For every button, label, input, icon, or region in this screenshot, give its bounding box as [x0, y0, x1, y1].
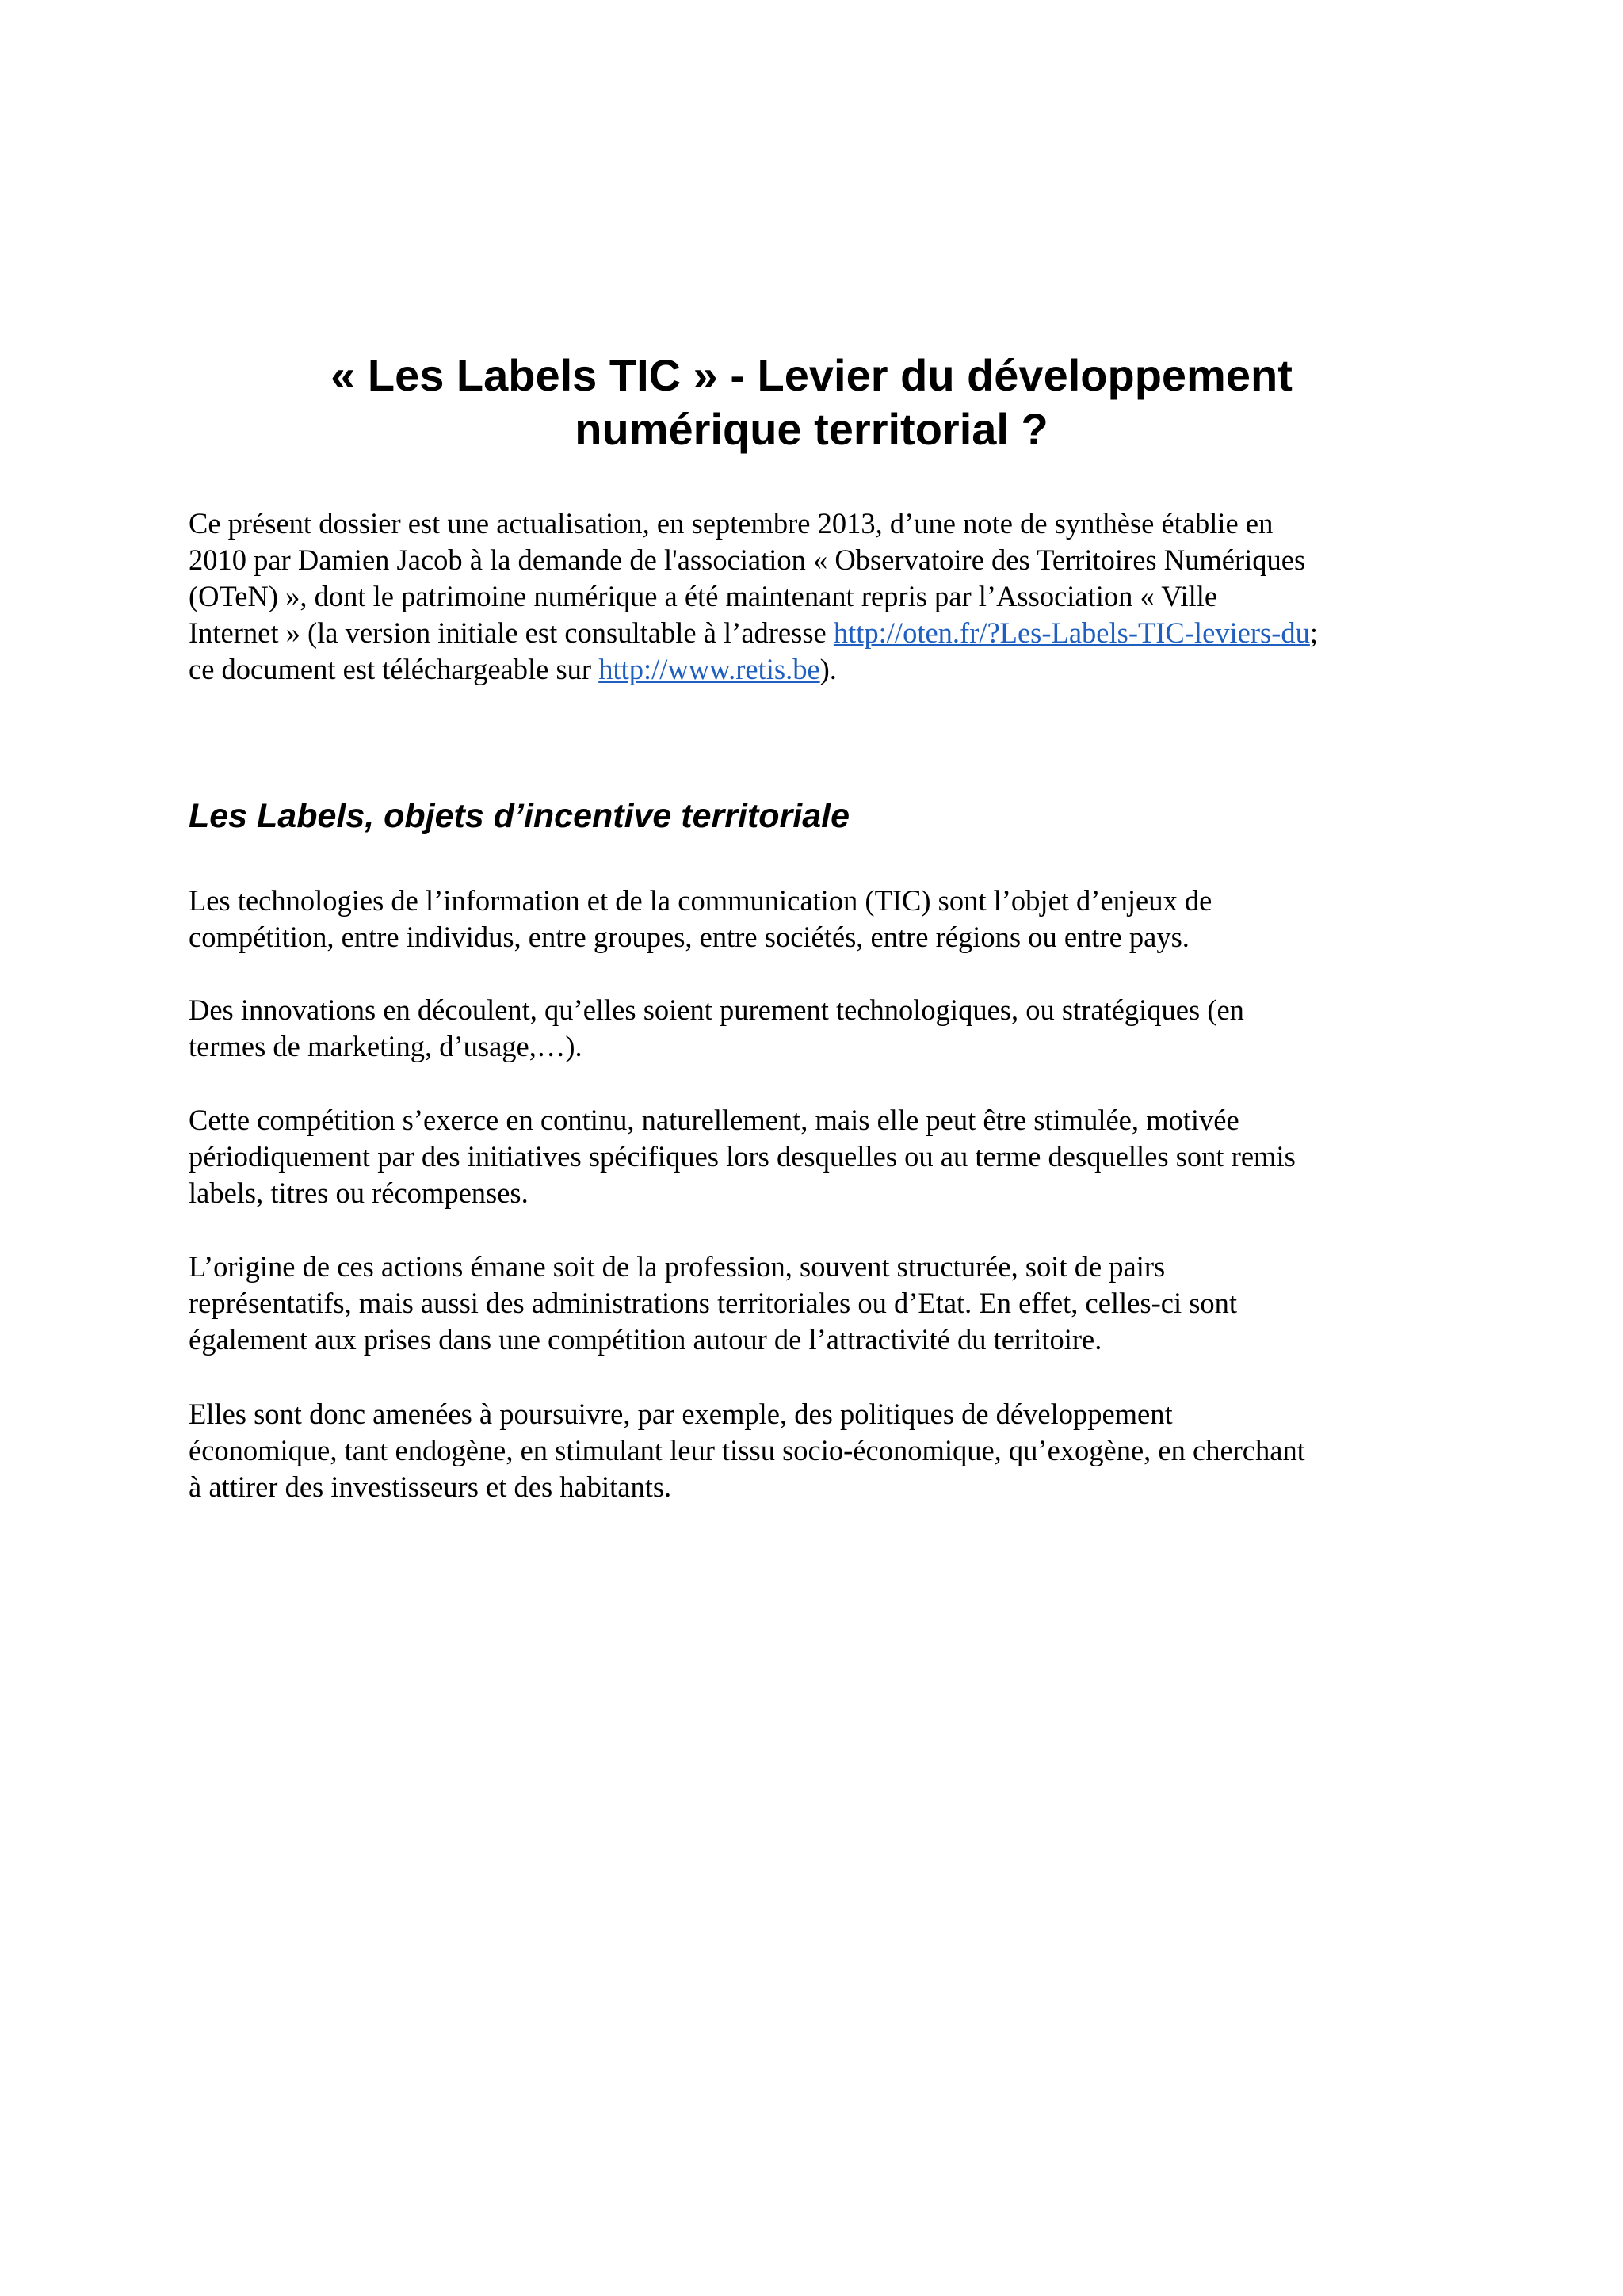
paragraph-line: représentatifs, mais aussi des administrations territoriales ou d’Etat. En effet, celles-ci sont [189, 1287, 1238, 1319]
paragraph-line: compétition, entre individus, entre groupes, entre sociétés, entre régions ou entre pays. [189, 921, 1190, 953]
paragraph-line: également aux prises dans une compétition autour de l’attractivité du territoire. [189, 1323, 1102, 1356]
paragraph-line: Des innovations en découlent, qu’elles soient purement technologiques, ou stratégiques (en [189, 994, 1244, 1026]
oten-link[interactable]: http://oten.fr/?Les-Labels-TIC-leviers-du [833, 616, 1310, 649]
body-paragraph [189, 1249, 1449, 1358]
intro-line: 2010 par Damien Jacob à la demande de l'association « Observatoire des Territoires Numériques [189, 543, 1306, 576]
intro-line [189, 651, 1449, 688]
intro-line: Ce présent dossier est une actualisation, en septembre 2013, d’une note de synthèse établie en [189, 507, 1274, 540]
title-line: numérique territorial ? [575, 404, 1048, 454]
retis-link[interactable]: http://www.retis.be [598, 653, 820, 685]
body-paragraph [189, 1102, 1449, 1211]
intro-text: Internet » (la version initiale est consultable à l’adresse [189, 616, 834, 649]
paragraph-line: Cette compétition s’exerce en continu, naturellement, mais elle peut être stimulée, motivée [189, 1104, 1239, 1136]
section-heading: Les Labels, objets d’incentive territoriale [189, 797, 850, 835]
paragraph-line: L’origine de ces actions émane soit de la profession, souvent structurée, soit de pairs [189, 1250, 1166, 1283]
paragraph-line: Les technologies de l’information et de la communication (TIC) sont l’objet d’enjeux de [189, 884, 1212, 917]
paragraph-line: économique, tant endogène, en stimulant leur tissu socio-économique, qu’exogène, en cherchant [189, 1434, 1305, 1466]
intro-line: (OTeN) », dont le patrimoine numérique a été maintenant repris par l’Association « Ville [189, 580, 1218, 612]
body-paragraph [189, 992, 1449, 1065]
paragraph-line: termes de marketing, d’usage,…). [189, 1030, 582, 1062]
body-paragraph [189, 1396, 1449, 1505]
intro-text: ). [819, 653, 837, 685]
paragraph-line: périodiquement par des initiatives spécifiques lors desquelles ou au terme desquelles sont remis [189, 1140, 1296, 1173]
intro-paragraph [189, 505, 1449, 688]
title-line: « Les Labels TIC » - Levier du développement [330, 350, 1293, 400]
intro-text: ; [1309, 616, 1319, 649]
body-paragraph [189, 883, 1449, 955]
paragraph-line: Elles sont donc amenées à poursuivre, par exemple, des politiques de développement [189, 1398, 1173, 1430]
intro-line [189, 615, 1449, 651]
intro-text: ce document est téléchargeable sur [189, 653, 599, 685]
paragraph-line: à attirer des investisseurs et des habitants. [189, 1470, 672, 1503]
paragraph-line: labels, titres ou récompenses. [189, 1177, 529, 1209]
document-title [189, 349, 1434, 456]
